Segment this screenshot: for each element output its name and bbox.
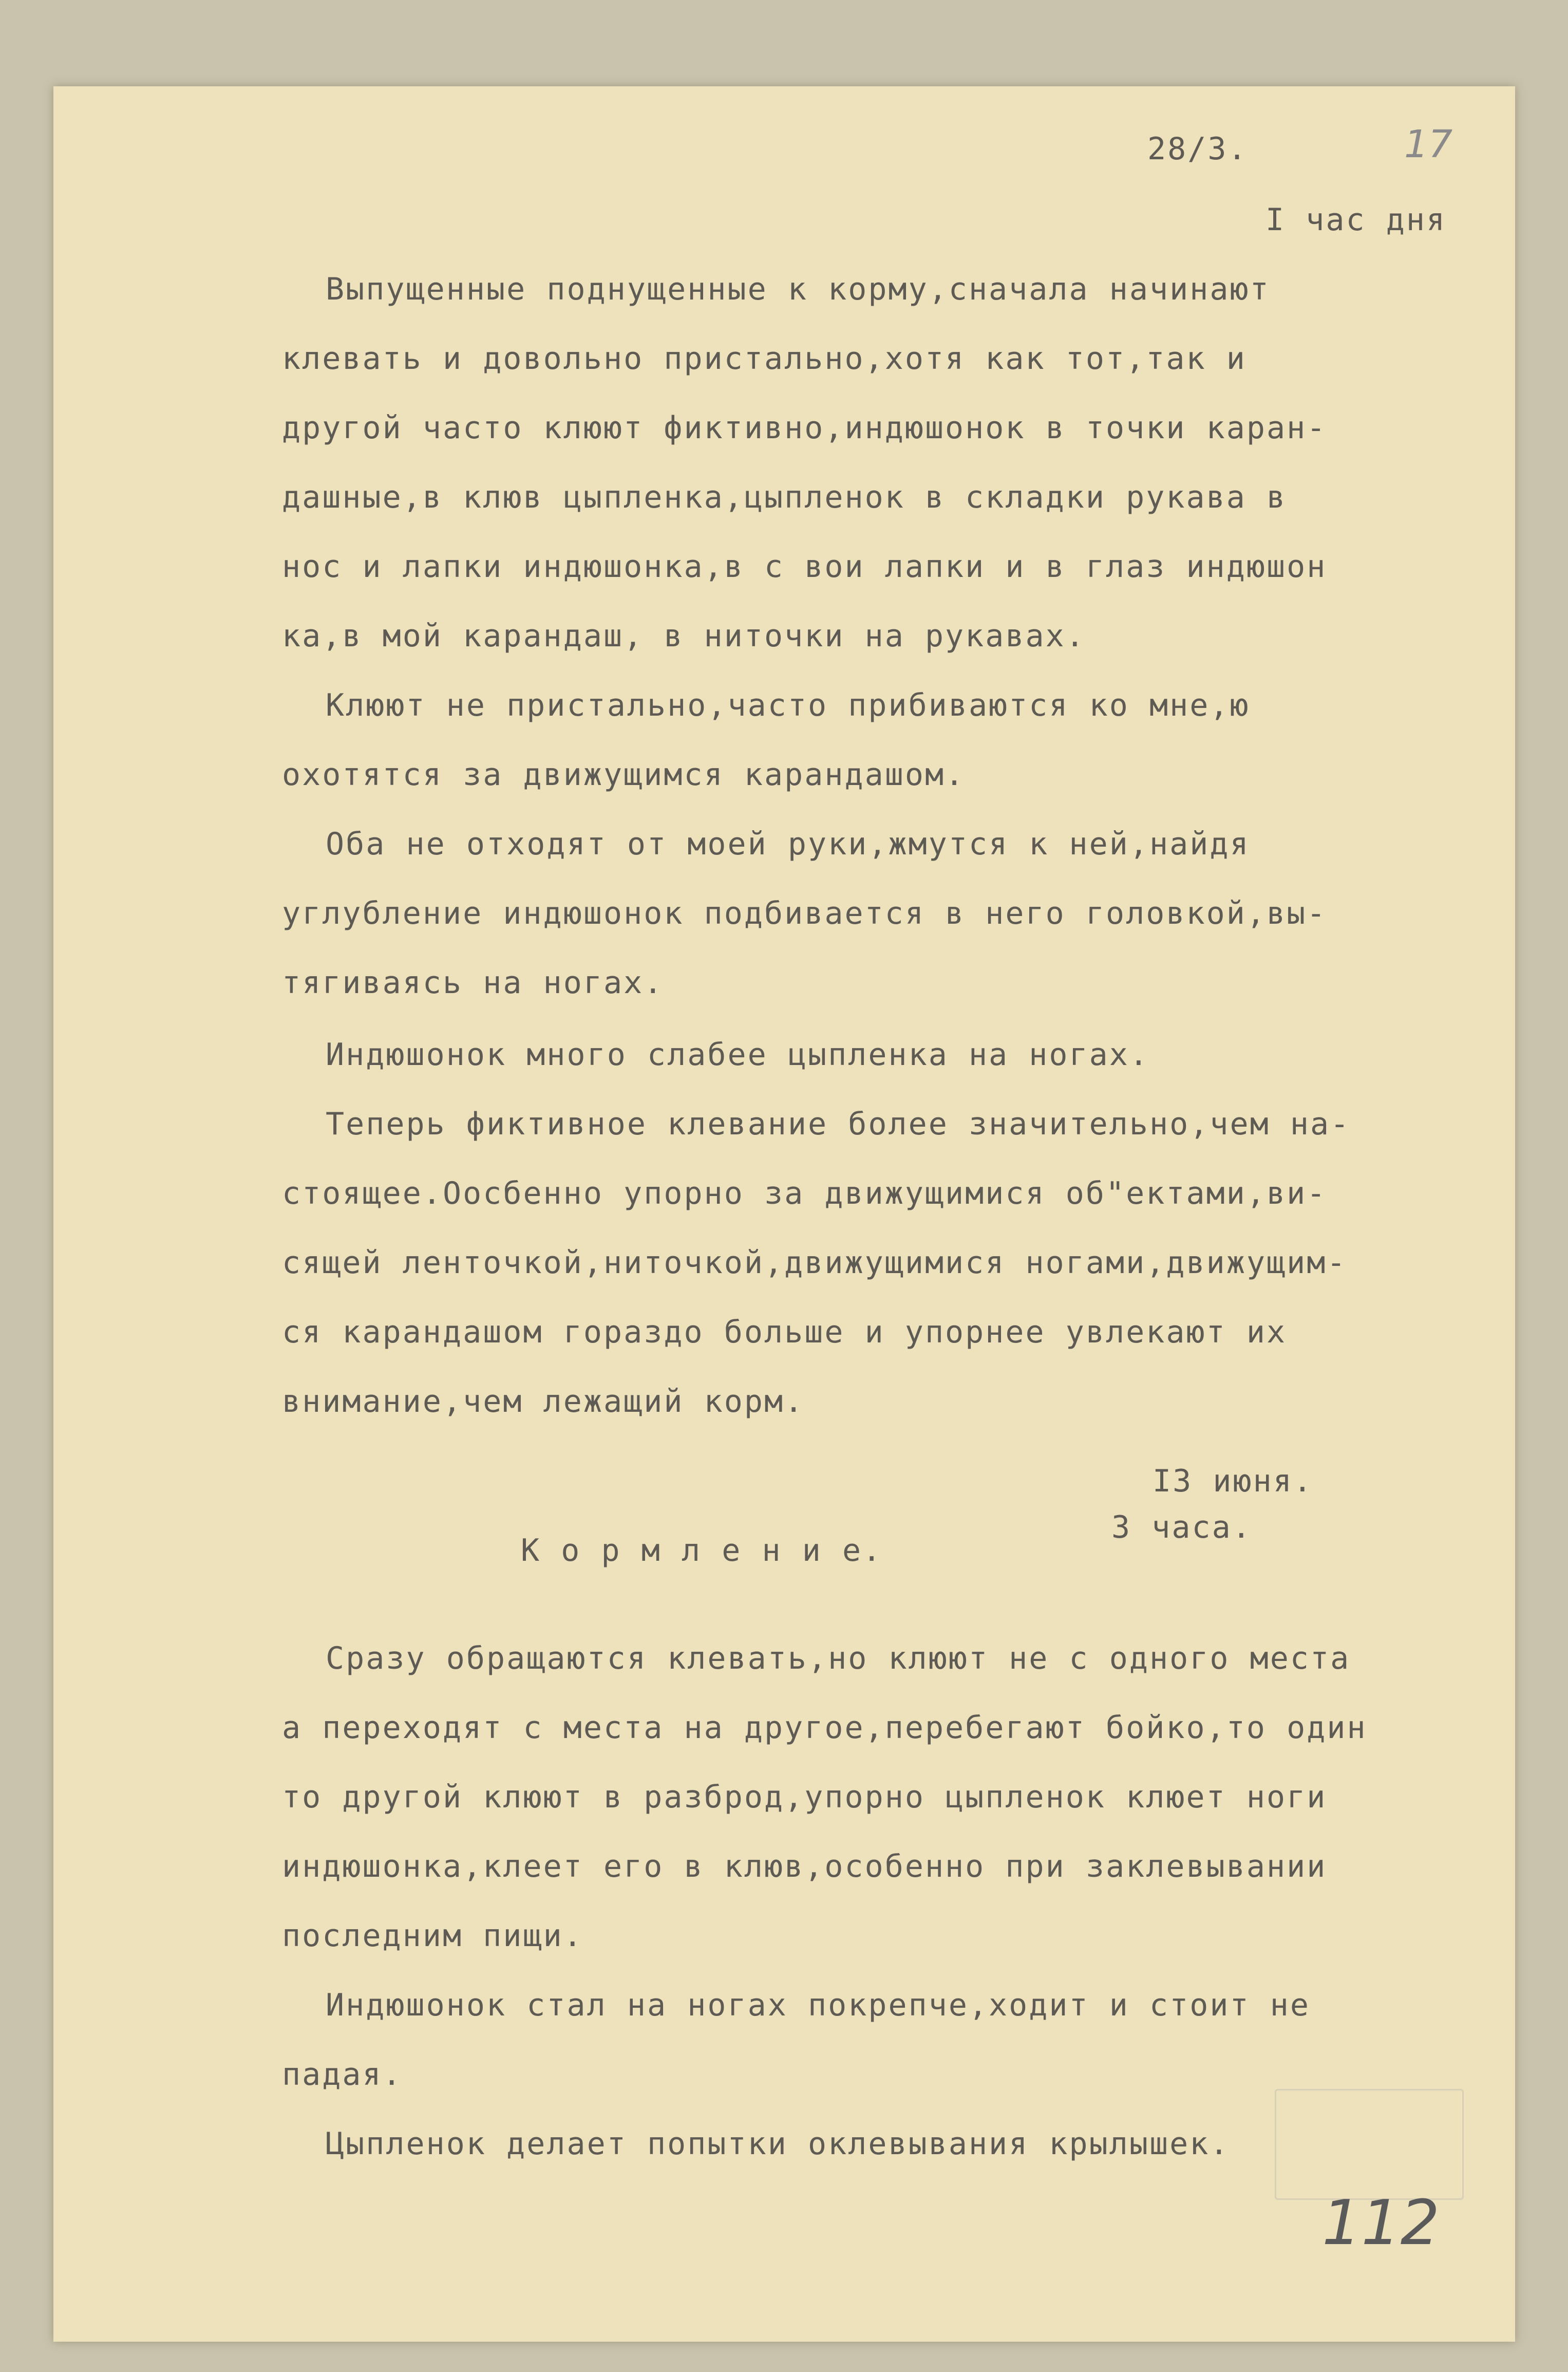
text-line: нос и лапки индюшонка,в с вои лапки и в глаз индюшон: [282, 549, 1327, 585]
text-line: индюшонка,клеет его в клюв,особенно при заклевывании: [282, 1848, 1327, 1884]
text-line: другой часто клюют фиктивно,индюшонок в точки каран-: [282, 410, 1327, 446]
entry-date: 28/3.: [1147, 131, 1248, 167]
text-line: Теперь фиктивное клевание более значительно,чем на-: [326, 1106, 1351, 1142]
text-line: углубление индюшонок подбивается в него головкой,вы-: [282, 895, 1327, 931]
entry-time: 3 часа.: [1111, 1509, 1252, 1545]
text-line: то другой клюют в разброд,упорно цыпленок клюет ноги: [282, 1779, 1327, 1815]
text-line: Цыпленок делает попытки оклевывания крылышек.: [326, 2126, 1230, 2162]
text-line: Клюют не пристально,часто прибиваются ко мне,ю: [326, 687, 1250, 723]
text-line: ка,в мой карандаш, в ниточки на рукавах.: [282, 618, 1086, 654]
section-heading: К о р м л е н и е.: [521, 1533, 883, 1568]
text-line: стоящее.Оосбенно упорно за движущимися об"ектами,ви-: [282, 1175, 1327, 1211]
text-line: а переходят с места на другое,перебегают бойко,то один: [282, 1710, 1367, 1746]
text-line: падая.: [282, 2057, 403, 2093]
text-line: тягиваясь на ногах.: [282, 965, 664, 1001]
text-line: последним пищи.: [282, 1918, 583, 1954]
text-line: Оба не отходят от моей руки,жмутся к ней,найдя: [326, 826, 1250, 862]
text-line: Сразу обращаются клевать,но клюют не с одного места: [326, 1640, 1351, 1676]
text-line: ся карандашом гораздо больше и упорнее увлекают их: [282, 1314, 1287, 1350]
text-line: Выпущенные поднущенные к корму,сначала начинают: [326, 271, 1270, 307]
text-line: Индюшонок стал на ногах покрепче,ходит и стоит не: [326, 1987, 1311, 2023]
document-page: [53, 86, 1515, 2342]
text-line: охотятся за движущимся карандашом.: [282, 757, 966, 793]
text-line: Индюшонок много слабее цыпленка на ногах.: [326, 1037, 1150, 1073]
folio-number-bottom: 112: [1322, 2188, 1440, 2259]
entry-time: I час дня: [1265, 202, 1447, 238]
text-line: клевать и довольно пристально,хотя как тот,так и: [282, 341, 1246, 377]
text-line: сящей ленточкой,ниточкой,движущимися ногами,движущим-: [282, 1245, 1347, 1281]
faded-stamp: [1275, 2089, 1464, 2200]
entry-date: I3 июня.: [1153, 1463, 1313, 1499]
text-line: дашные,в клюв цыпленка,цыпленок в складки рукава в: [282, 479, 1287, 515]
text-line: внимание,чем лежащий корм.: [282, 1384, 805, 1420]
folio-number-top: 17: [1404, 122, 1453, 166]
